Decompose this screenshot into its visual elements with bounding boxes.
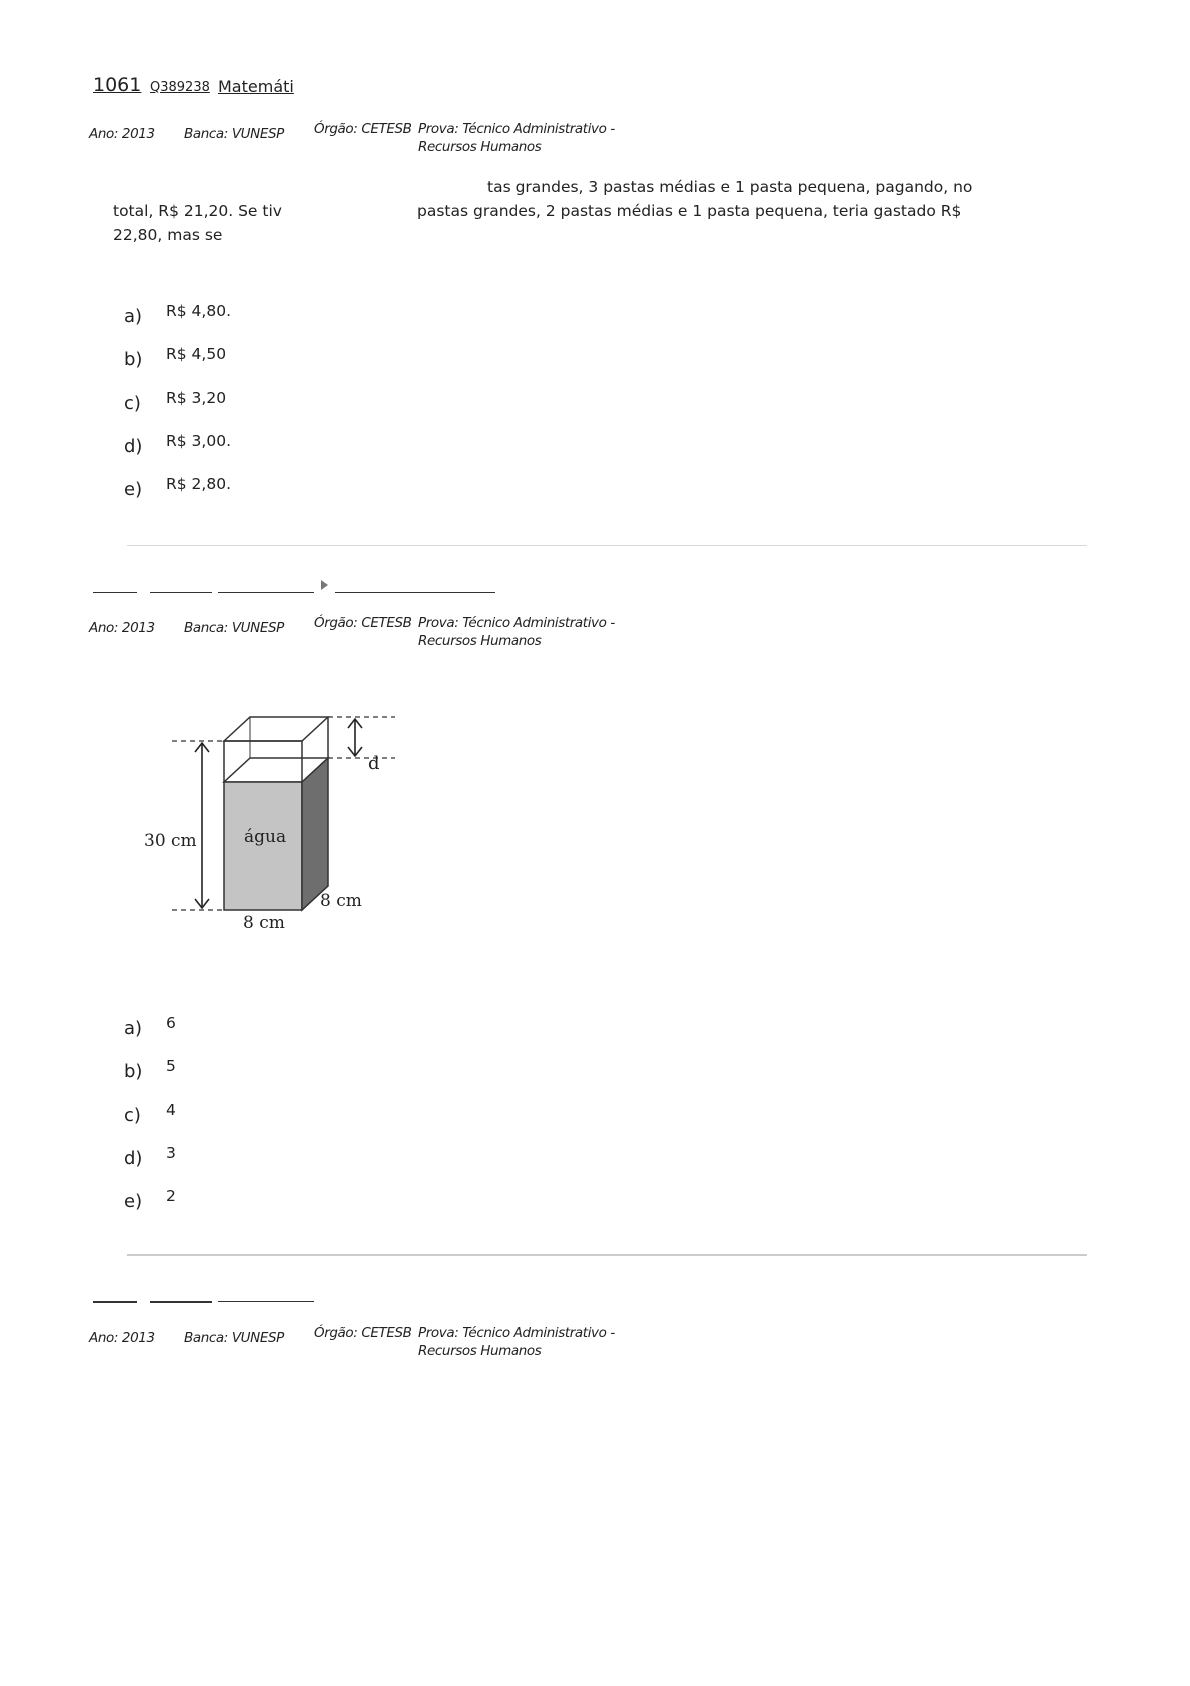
option-d-text[interactable]: 3 xyxy=(166,1144,176,1162)
option-b-text[interactable]: 5 xyxy=(166,1057,176,1075)
side-label: 8 cm xyxy=(320,891,362,911)
option-c-text[interactable]: R$ 3,20 xyxy=(166,389,227,407)
option-b-letter[interactable]: b) xyxy=(124,349,143,370)
meta-exam-line2: Recursos Humanos xyxy=(418,139,542,155)
question-subject-link[interactable] xyxy=(218,1301,314,1302)
option-a-letter[interactable]: a) xyxy=(124,306,143,327)
option-c-letter[interactable]: c) xyxy=(124,1105,141,1126)
option-b-text[interactable]: R$ 4,50 xyxy=(166,345,227,363)
statement-line-2a: total, R$ 21,20. Se tiv xyxy=(113,202,282,220)
question-number[interactable]: 1061 xyxy=(93,74,142,96)
question-subject-link[interactable]: Matemáti xyxy=(218,77,294,96)
meta-exam-line2: Recursos Humanos xyxy=(418,1343,542,1359)
meta-board: Banca: VUNESP xyxy=(184,1330,284,1346)
option-c-letter[interactable]: c) xyxy=(124,393,141,414)
option-d-letter[interactable]: d) xyxy=(124,436,143,457)
option-d-text[interactable]: R$ 3,00. xyxy=(166,432,231,450)
statement-line-1: tas grandes, 3 pastas médias e 1 pasta pequena, pagando, no xyxy=(487,178,973,196)
meta-exam-line1: Prova: Técnico Administrativo - xyxy=(418,1325,615,1341)
meta-year: Ano: 2013 xyxy=(89,620,155,636)
option-a-text[interactable]: 6 xyxy=(166,1014,176,1032)
meta-board: Banca: VUNESP xyxy=(184,126,284,142)
statement-line-3: 22,80, mas se xyxy=(113,226,223,244)
d-label: d xyxy=(368,753,380,774)
option-e-text[interactable]: 2 xyxy=(166,1187,176,1205)
meta-exam-line1: Prova: Técnico Administrativo - xyxy=(418,121,615,137)
question-divider xyxy=(127,1254,1087,1256)
option-a-text[interactable]: R$ 4,80. xyxy=(166,302,231,320)
option-e-letter[interactable]: e) xyxy=(124,1191,143,1212)
water-label: água xyxy=(244,827,287,847)
option-e-text[interactable]: R$ 2,80. xyxy=(166,475,231,493)
question-id-link[interactable] xyxy=(150,1301,212,1303)
option-c-text[interactable]: 4 xyxy=(166,1101,176,1119)
statement-line-2b: pastas grandes, 2 pastas médias e 1 pasta pequena, teria gastado R$ xyxy=(417,202,962,220)
meta-year: Ano: 2013 xyxy=(89,1330,155,1346)
question-id-link[interactable]: Q389238 xyxy=(150,80,210,95)
meta-organ: Órgão: CETESB xyxy=(314,615,412,631)
width-label: 8 cm xyxy=(243,913,285,933)
meta-organ: Órgão: CETESB xyxy=(314,1325,412,1341)
option-e-letter[interactable]: e) xyxy=(124,479,143,500)
option-d-letter[interactable]: d) xyxy=(124,1148,143,1169)
meta-exam-line2: Recursos Humanos xyxy=(418,633,542,649)
meta-exam-line1: Prova: Técnico Administrativo - xyxy=(418,615,615,631)
question-number-link[interactable] xyxy=(93,1301,137,1303)
meta-organ: Órgão: CETESB xyxy=(314,121,412,137)
meta-board: Banca: VUNESP xyxy=(184,620,284,636)
height-label: 30 cm xyxy=(144,831,197,851)
option-a-letter[interactable]: a) xyxy=(124,1018,143,1039)
water-side-face xyxy=(302,758,328,910)
meta-year: Ano: 2013 xyxy=(89,126,155,142)
container-top-face xyxy=(224,717,328,741)
option-b-letter[interactable]: b) xyxy=(124,1061,143,1082)
